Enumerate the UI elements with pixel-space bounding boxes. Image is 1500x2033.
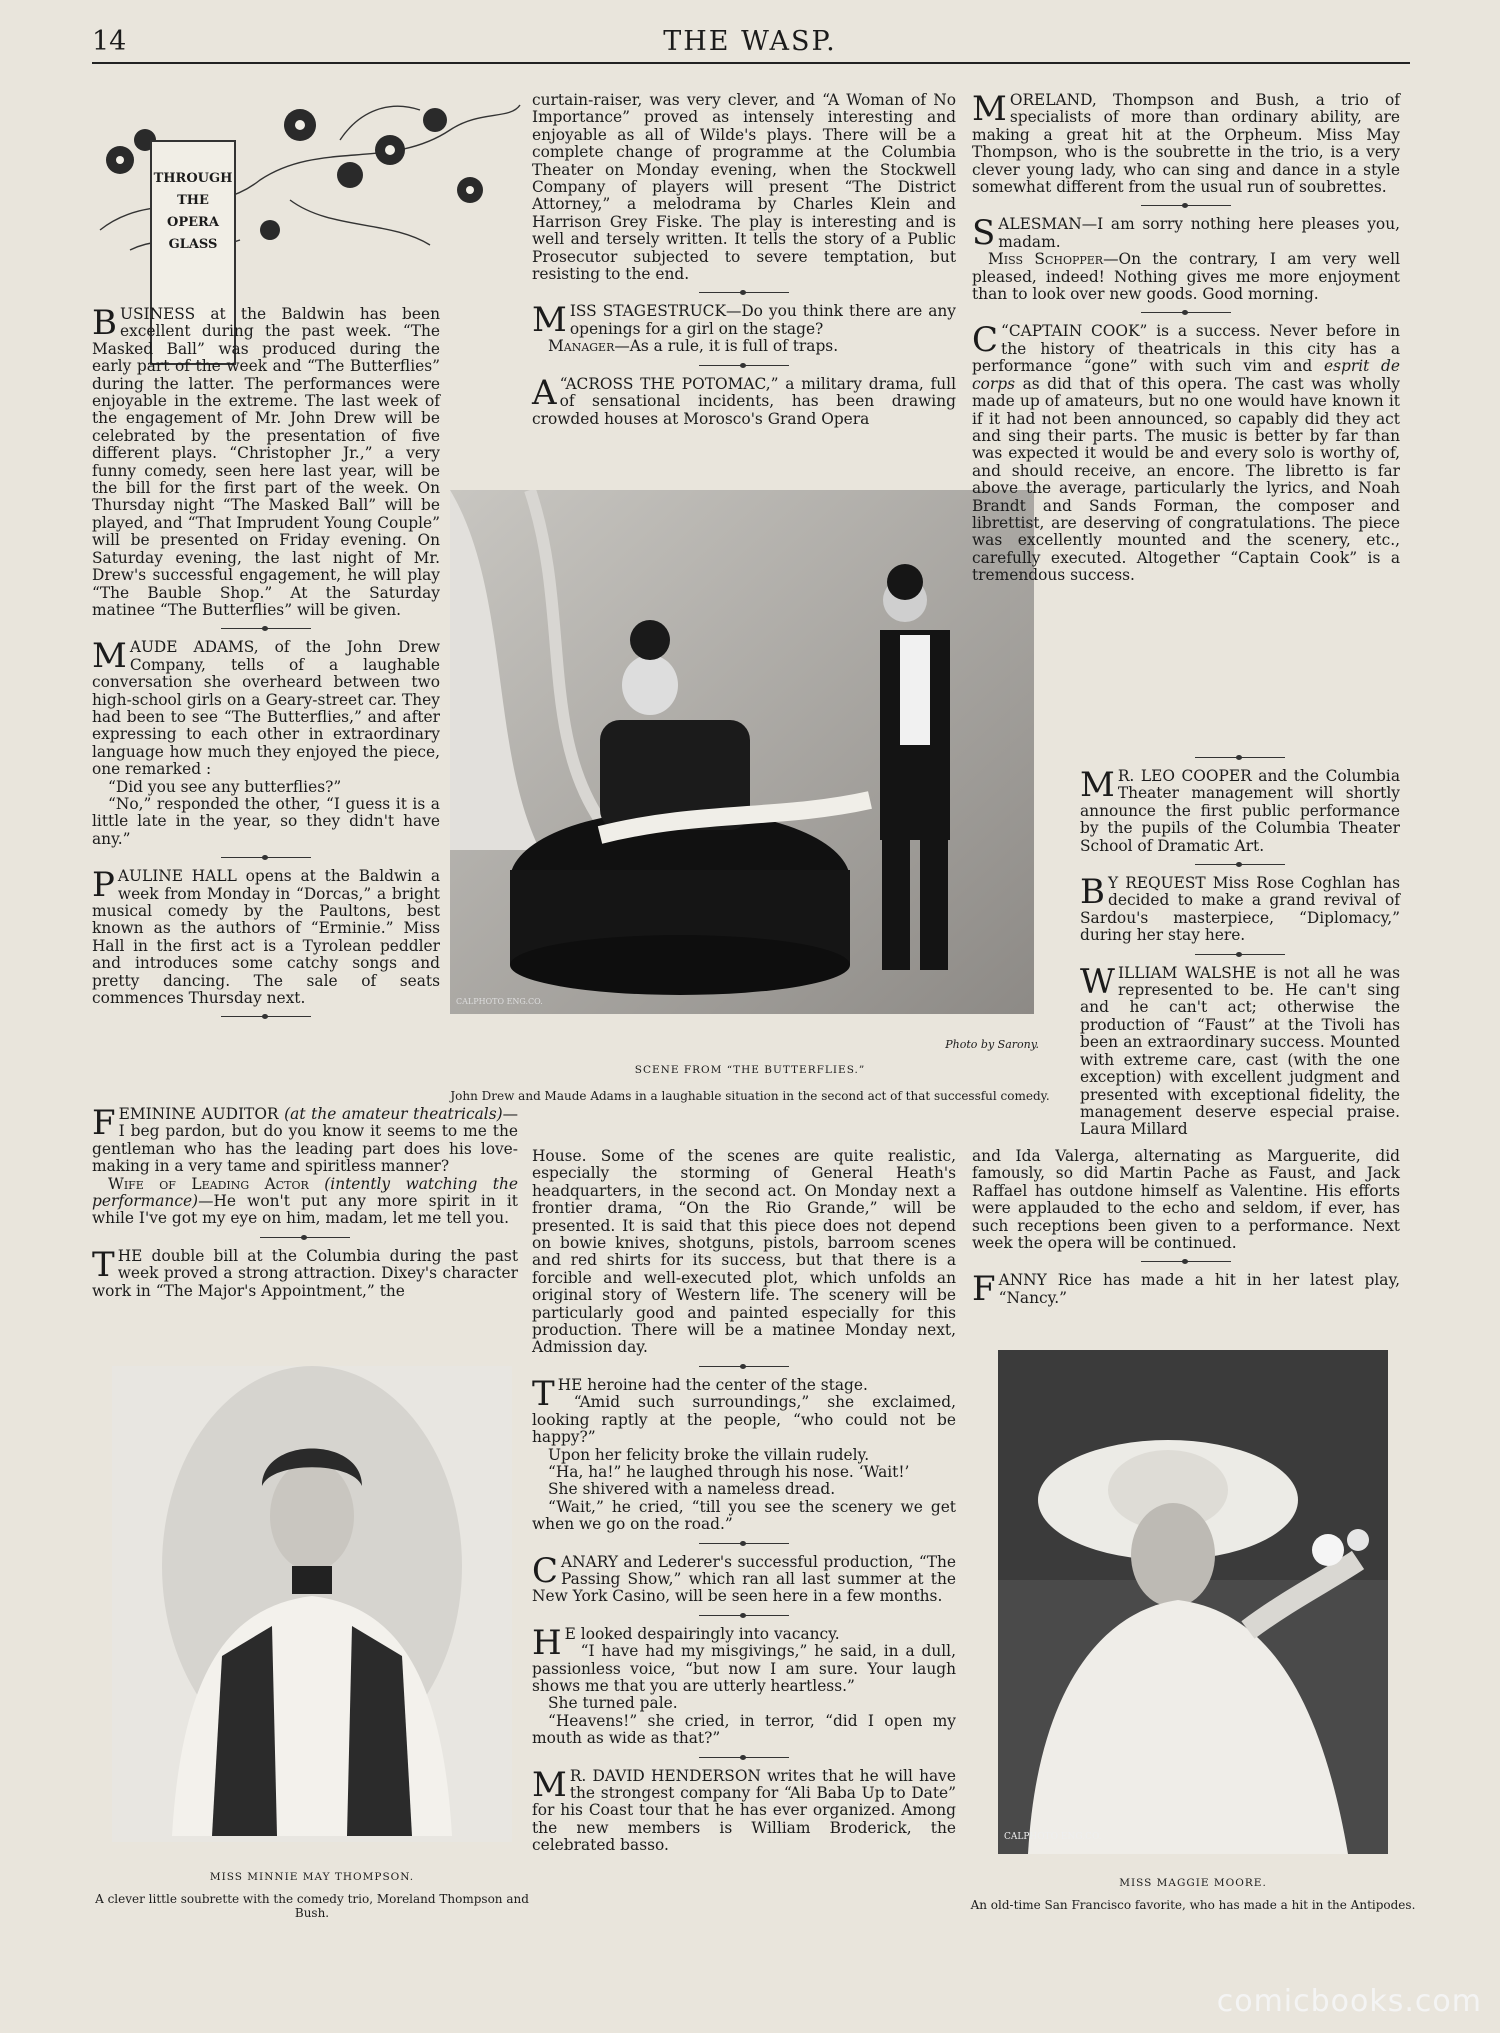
ornament-title-box: THROUGH THE OPERA GLASS	[150, 140, 236, 365]
article-potomac: A “ACROSS THE POTOMAC,” a military drama, full of sensational incidents, has been drawing crowded houses at Morosco's Grand Opera	[532, 372, 956, 428]
article-faust-cont: and Ida Valerga, alternating as Marguerite, did famously, so did Martin Pache as Faust, and Jack Raffael has outdone himself as Valentine. His efforts were applauded to the echo and seldom, if ever, has such receptions been given to a performance. Next week the opera will be continued.	[972, 1147, 1400, 1253]
section-divider	[1141, 205, 1231, 206]
section-divider	[1141, 1261, 1231, 1262]
article-heroine: T HE heroine had the center of the stage. “Amid such surroundings,” she exclaimed, looking raptly at the people, “who could not be happy?” Upon her felicity broke the villain rudely. “Ha, ha!” he laughed through his nose. ‘Wait!’ She shivered with a nameless dread. “Wait,” he cried, “till you see the scenery we get when we go on the road.”	[532, 1373, 956, 1534]
watermark: comicbooks.com	[1216, 1984, 1482, 2019]
article-salesman: S ALESMAN—I am sorry nothing here pleases you, madam. Miss Schopper—On the contrary, I am very well pleased, indeed! Nothing gives me more enjoyment than to look over new goods. Good morning.	[972, 213, 1400, 304]
article-baldwin: B USINESS at the Baldwin has been excellent during the past week. “The Masked Ball” was produced during the early part of the week and “The Butterflies” during the latter. The performances were enjoyable in the extreme. The last week of the engagement of Mr. John Drew will be celebrated by the presentation of five different plays. “Christopher Jr.,” a very funny comedy, seen here last year, will be the bill for the first part of the week. On Thursday night “The Masked Ball” will be played, and “That Imprudent Young Couple” will be presented on Friday evening. On Saturday evening, the last night of Mr. Drew's successful engagement, he will play “The Bauble Shop.” At the Saturday matinee “The Butterflies” will be given.	[92, 303, 440, 619]
section-divider	[1195, 954, 1285, 955]
section-divider	[221, 1016, 311, 1017]
section-divider	[699, 292, 789, 293]
ornament-floral	[90, 80, 530, 295]
caption-butterflies: SCENE FROM “THE BUTTERFLIES.” John Drew and Maude Adams in a laughable situation in the second act of that successful comedy.	[450, 1064, 1050, 1103]
column-2	[532, 92, 956, 432]
article-wilde: curtain-raiser, was very clever, and “A Woman of No Importance” proved as intensely interesting and enjoyable as all of Wilde's plays. There will be a complete change of programme at the Columbia Theater on Monday evening, when the Stockwell Company of players will present “The District Attorney,” a melodrama by Charles Klein and Harrison Grey Fiske. The play is interesting and is well and tersely written. It tells the story of a Public Prosecutor subjected to severe temptation, but resisting to the end.	[532, 91, 956, 284]
column-3	[972, 89, 1400, 589]
column-1	[92, 303, 440, 1027]
section-divider	[1195, 757, 1285, 758]
photo-scene-illustration	[450, 490, 1034, 1014]
article-captain-cook: C “CAPTAIN COOK” is a success. Never before in the history of theatricals in this city has a performance “gone” with such vim and esprit de corps as did that of this opera. The cast was wholly made up of amateurs, but no one would have known it if it had not been announced, so capably did they act and sing their parts. The music is better by far than was expected it would be and every solo is worthy of, and should receive, an encore. The libretto is far above the average, particularly the lyrics, and Noah Brandt and Sands Forman, the composer and librettist, are deserving of congratulations. The piece was excellently mounted and the scenery, etc., carefully executed. Altogether “Captain Cook” is a tremendous success.	[972, 320, 1400, 585]
column-2-lower	[532, 1148, 956, 1859]
article-moreland: M ORELAND, Thompson and Bush, a trio of specialists of more than ordinary ability, are making a great hit at the Orpheum. Miss May Thompson, who is the soubrette in the trio, is a very clever young lady, who can sing and dance in a style somewhat different from the usual run of soubrettes.	[972, 89, 1400, 197]
article-rose-coghlan: B Y REQUEST Miss Rose Coghlan has decided to make a grand revival of Sardou's masterpiece, “Diplomacy,” during her stay here.	[1080, 872, 1400, 945]
article-henderson: M R. DAVID HENDERSON writes that he will have the strongest company for “Ali Baba Up to Date” for his Coast tour that he has ever organized. Among the new members is William Broderick, the celebrated basso.	[532, 1764, 956, 1855]
article-leo-cooper: M R. LEO COOPER and the Columbia Theater management will shortly announce the first public performance by the pupils of the Columbia Theater School of Dramatic Art.	[1080, 765, 1400, 855]
article-pauline-hall: P AULINE HALL opens at the Baldwin a week from Monday in “Dorcas,” a bright musical comedy by the Paultons, best known as the authors of “Erminie.” Miss Hall in the first act is a Tyrolean peddler and introduces some catchy songs and pretty dancing. The sale of seats commences Thursday next.	[92, 865, 440, 1008]
article-feminine-auditor: F EMININE AUDITOR (at the amateur theatricals)—I beg pardon, but do you know it seems to me the gentleman who has the leading part does his love-making in a very tame and spiritless manner? Wife of Leading Actor (intently watching the performance)—He won't put any more spirit in it while I've got my eye on him, madam, let me tell you.	[92, 1103, 519, 1228]
article-walshe: W ILLIAM WALSHE is not all he was represented to be. He can't sing and he can't act; otherwise the production of “Faust” at the Tivoli has been an extraordinary success. Mounted with extreme care, cast (with the one exception) with excellent judgment and presented with exceptional fidelity, the management deserve especial praise. Laura Millard	[1080, 961, 1400, 1139]
page-number: 14	[92, 26, 127, 57]
section-divider	[1141, 312, 1231, 313]
section-divider	[699, 1543, 789, 1544]
caption-minnie-may-thompson: MISS MINNIE MAY THOMPSON. A clever little soubrette with the comedy trio, Moreland Thompson and Bush.	[95, 1871, 529, 1920]
column-3-bottom	[972, 1148, 1400, 1311]
article-rio-grande: House. Some of the scenes are quite realistic, especially the storming of General Heath's headquarters, in the second act. On Monday next a frontier drama, “On the Rio Grande,” will be presented. It is said that this piece does not depend on bowie knives, shotguns, pistols, barroom scenes and red shirts for its success, but that there is a forcible and well-executed plot, which unfolds an original story of Western life. The scenery will be particularly good and painted especially for this production. There will be a matinee Monday next, Admission day.	[532, 1147, 956, 1357]
article-despair: H E looked despairingly into vacancy. “I have had my misgivings,” he said, in a dull, passionless voice, “but now I am sure. Your laugh shows me that you are utterly heartless.” She turned pale. “Heavens!” she cried, in terror, “did I open my mouth as wide as that?”	[532, 1622, 956, 1748]
section-divider	[699, 1757, 789, 1758]
article-canary: C ANARY and Lederer's successful production, “The Passing Show,” which ran all last summer at the New York Casino, will be seen here in a few months.	[532, 1550, 956, 1606]
column-3-lower	[1080, 748, 1400, 1143]
section-divider	[221, 628, 311, 629]
photo-credit: Photo by Sarony.	[945, 1038, 1039, 1051]
section-divider	[1195, 864, 1285, 865]
page-title: THE WASP.	[663, 26, 837, 57]
section-divider	[699, 1366, 789, 1367]
photo-butterflies: CALPHOTO ENG.CO.	[450, 490, 1034, 1014]
column-1-lower	[92, 1103, 519, 1304]
portrait-illustration	[112, 1366, 512, 1842]
header-rule	[92, 62, 1410, 64]
section-divider	[260, 1237, 350, 1238]
portrait-illustration	[998, 1350, 1388, 1854]
caption-maggie-moore: MISS MAGGIE MOORE. An old-time San Francisco favorite, who has made a hit in the Antipodes.	[970, 1877, 1416, 1912]
section-divider	[699, 365, 789, 366]
section-divider	[699, 1615, 789, 1616]
photo-minnie-may-thompson	[112, 1366, 512, 1842]
photo-maggie-moore: CALPHOTO ENG.CO.	[998, 1350, 1388, 1854]
article-fanny-rice: F ANNY Rice has made a hit in her latest play, “Nancy.”	[972, 1269, 1400, 1310]
article-double-bill: T HE double bill at the Columbia during the past week proved a strong attraction. Dixey's character work in “The Major's Appointment,” the	[92, 1244, 518, 1300]
article-stagestruck: M ISS STAGESTRUCK—Do you think there are any openings for a girl on the stage? Manager—As a rule, it is full of traps.	[532, 300, 956, 356]
section-divider	[221, 857, 311, 858]
article-maude-adams: M AUDE ADAMS, of the John Drew Company, tells of a laughable conversation she overheard between two high-school girls on a Geary-street car. They had been to see “The Butterflies,” and after expressing to each other in extraordinary language how much they enjoyed the piece, one remarked : “Did you see any butterflies?” “No,” responded the other, “I guess it is a little late in the year, so they didn't have any.”	[92, 636, 440, 848]
